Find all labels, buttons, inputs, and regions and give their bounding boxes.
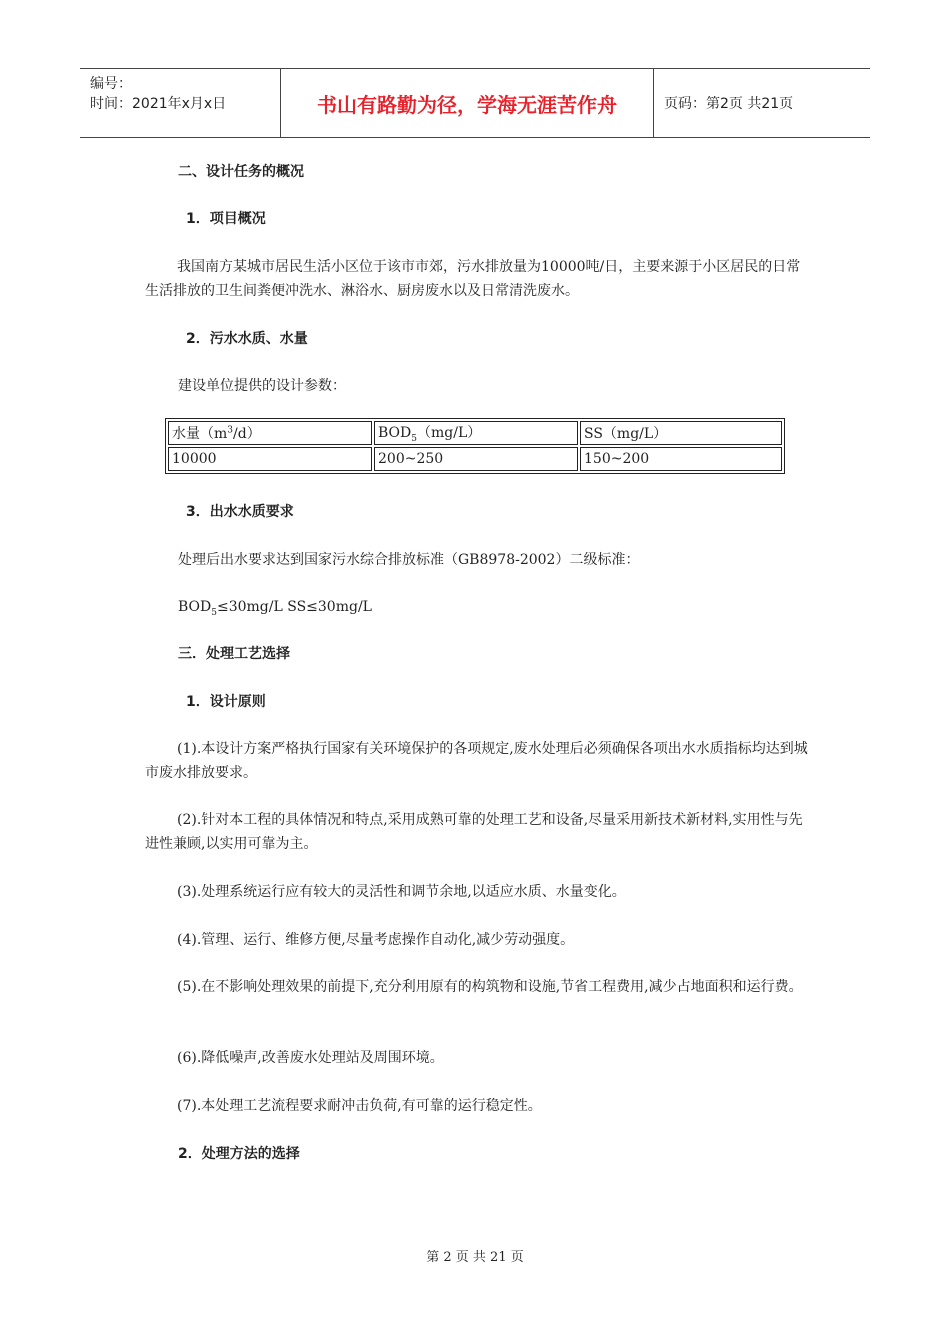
subsection-3-2-title: 2．处理方法的选择 <box>178 1146 300 1162</box>
header-page-info: 页码：第2页 共21页 <box>664 96 794 112</box>
principle-7: (7).本处理工艺流程要求耐冲击负荷,有可靠的运行稳定性。 <box>177 1098 542 1114</box>
subsection-2-1-title: 1．项目概况 <box>186 211 266 227</box>
table-header-row <box>168 421 782 445</box>
cell-ss-value: 150~200 <box>580 447 782 471</box>
effluent-limits: $BOD_5\le 30mg/L$ SS≤30mg/L <box>178 599 372 618</box>
header-cell-ss: SS（mg/L） <box>580 421 782 445</box>
header-meta <box>80 69 281 137</box>
principle-4: (4).管理、运行、维修方便,尽量考虑操作自动化,减少劳动强度。 <box>177 932 575 948</box>
section-2-title: 二、设计任务的概况 <box>178 164 304 180</box>
principle-2: (2).针对本工程的具体情况和特点,采用成熟可靠的处理工艺和设备,尽量采用新技术新材料,实用性与先进性兼顾,以实用可靠为主。 <box>145 812 803 852</box>
page-footer: 第 2 页 共 21 页 <box>426 1250 524 1265</box>
number-label: 编号： <box>90 76 132 92</box>
header-cell-flow: 水量$(m^3/d)$ <box>168 421 372 445</box>
subsection-2-3-title: 3．出水水质要求 <box>186 504 294 520</box>
effluent-standard-text: 处理后出水要求达到国家污水综合排放标准（GB8978-2002）二级标准： <box>178 552 640 568</box>
principle-3: (3).处理系统运行应有较大的灵活性和调节余地,以适应水质、水量变化。 <box>177 884 626 900</box>
table-row <box>168 447 782 471</box>
principle-6: (6).降低噪声,改善废水处理站及周围环境。 <box>177 1050 444 1066</box>
time-label: 时间：2021年x月x日 <box>90 96 227 112</box>
design-params-intro: 建设单位提供的设计参数： <box>178 378 346 394</box>
principle-5: (5).在不影响处理效果的前提下,充分利用原有的构筑物和设施,节省工程费用,减少占地面积和运行费。 <box>177 979 803 995</box>
cell-flow-value: 10000 <box>168 447 372 471</box>
design-params-table <box>165 418 785 474</box>
page-header <box>80 68 870 138</box>
header-motto: 书山有路勤为径，学海无涯苦作舟 <box>281 69 654 137</box>
cell-bod-value: 200~250 <box>374 447 578 471</box>
subsection-3-1-title: 1．设计原则 <box>186 694 266 710</box>
header-cell-bod: $BOD_5(mg/L)$ <box>374 421 578 445</box>
section-3-title: 三．处理工艺选择 <box>178 646 290 662</box>
principle-1: (1).本设计方案严格执行国家有关环境保护的各项规定,废水处理后必须确保各项出水水质指标均达到城市废水排放要求。 <box>145 741 808 781</box>
project-overview-text: 我国南方某城市居民生活小区位于该市市郊，污水排放量为10000吨/日，主要来源于小区居民的日常生活排放的卫生间粪便冲洗水、淋浴水、厨房废水以及日常清洗废水。 <box>145 259 801 299</box>
subsection-2-2-title: 2．污水水质、水量 <box>186 331 308 347</box>
